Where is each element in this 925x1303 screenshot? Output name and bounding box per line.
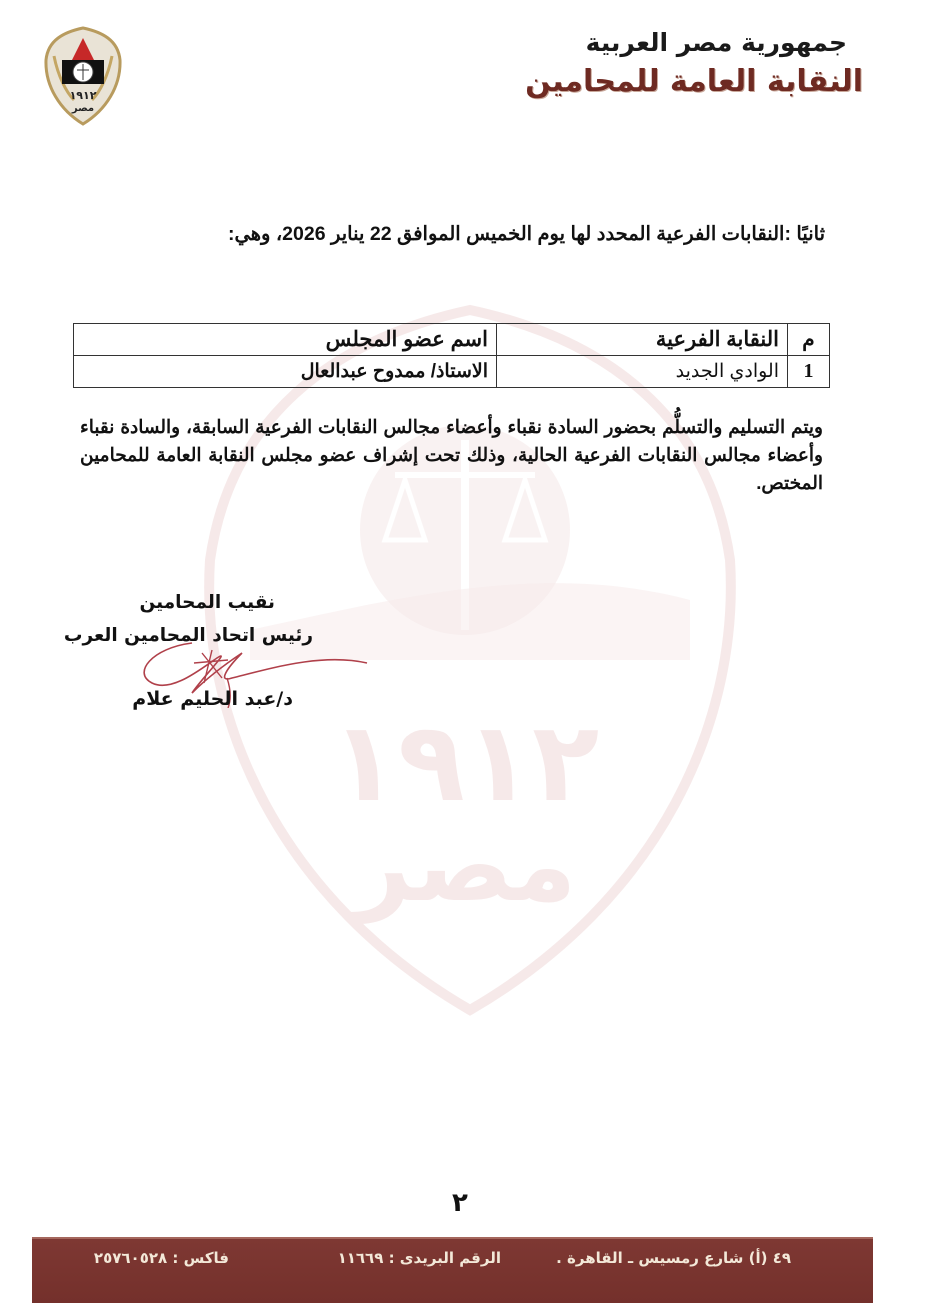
- header-branch: النقابة الفرعية: [497, 324, 788, 356]
- signatory-title-2: رئيس اتحاد المحامين العرب: [63, 625, 313, 646]
- header-organization: النقابة العامة للمحامين: [525, 64, 863, 99]
- header-num: م: [788, 324, 830, 356]
- logo-year: ١٩١٢: [69, 89, 97, 102]
- signatory-title: نقيب المحامين: [139, 592, 275, 613]
- watermark-year: ١٩١٢: [330, 698, 600, 826]
- table-row: [74, 356, 830, 388]
- footer-address: ٤٩ (أ) شارع رمسيس ـ القاهرة .: [556, 1249, 791, 1267]
- table-header-row: [74, 324, 830, 356]
- footer-postal-code: الرقم البريدى : ١١٦٦٩: [337, 1249, 501, 1267]
- header-member: اسم عضو المجلس: [74, 324, 497, 356]
- row-member: الاستاذ/ ممدوح عبدالعال: [74, 356, 497, 388]
- row-num: 1: [788, 356, 830, 388]
- footer-bar: [32, 1237, 873, 1303]
- page-number: ٢: [452, 1188, 468, 1218]
- logo-country: مصر: [71, 103, 95, 114]
- footer-fax: فاكس : ٢٥٧٦٠٥٢٨: [93, 1249, 229, 1267]
- branch-table: [73, 323, 830, 388]
- intro-heading: ثانيًا :النقابات الفرعية المحدد لها يوم الخميس الموافق 22 يناير 2026، وهي:: [228, 223, 825, 245]
- body-paragraph: ويتم التسليم والتسلُّم بحضور السادة نقباء وأعضاء مجالس النقابات الفرعية السابقة، والسادة نقباء وأعضاء مجالس النقابات الفرعية الحالية، وذلك تحت إشراف عضو مجلس النقابة العامة للمحامين المختص.: [80, 416, 823, 493]
- watermark-country: مصر: [353, 807, 577, 924]
- bar-association-emblem-icon: [44, 26, 122, 126]
- header-country: جمهورية مصر العربية: [585, 28, 847, 57]
- row-branch: الوادي الجديد: [497, 356, 788, 388]
- signatory-name: د/عبد الحليم علام: [132, 688, 293, 710]
